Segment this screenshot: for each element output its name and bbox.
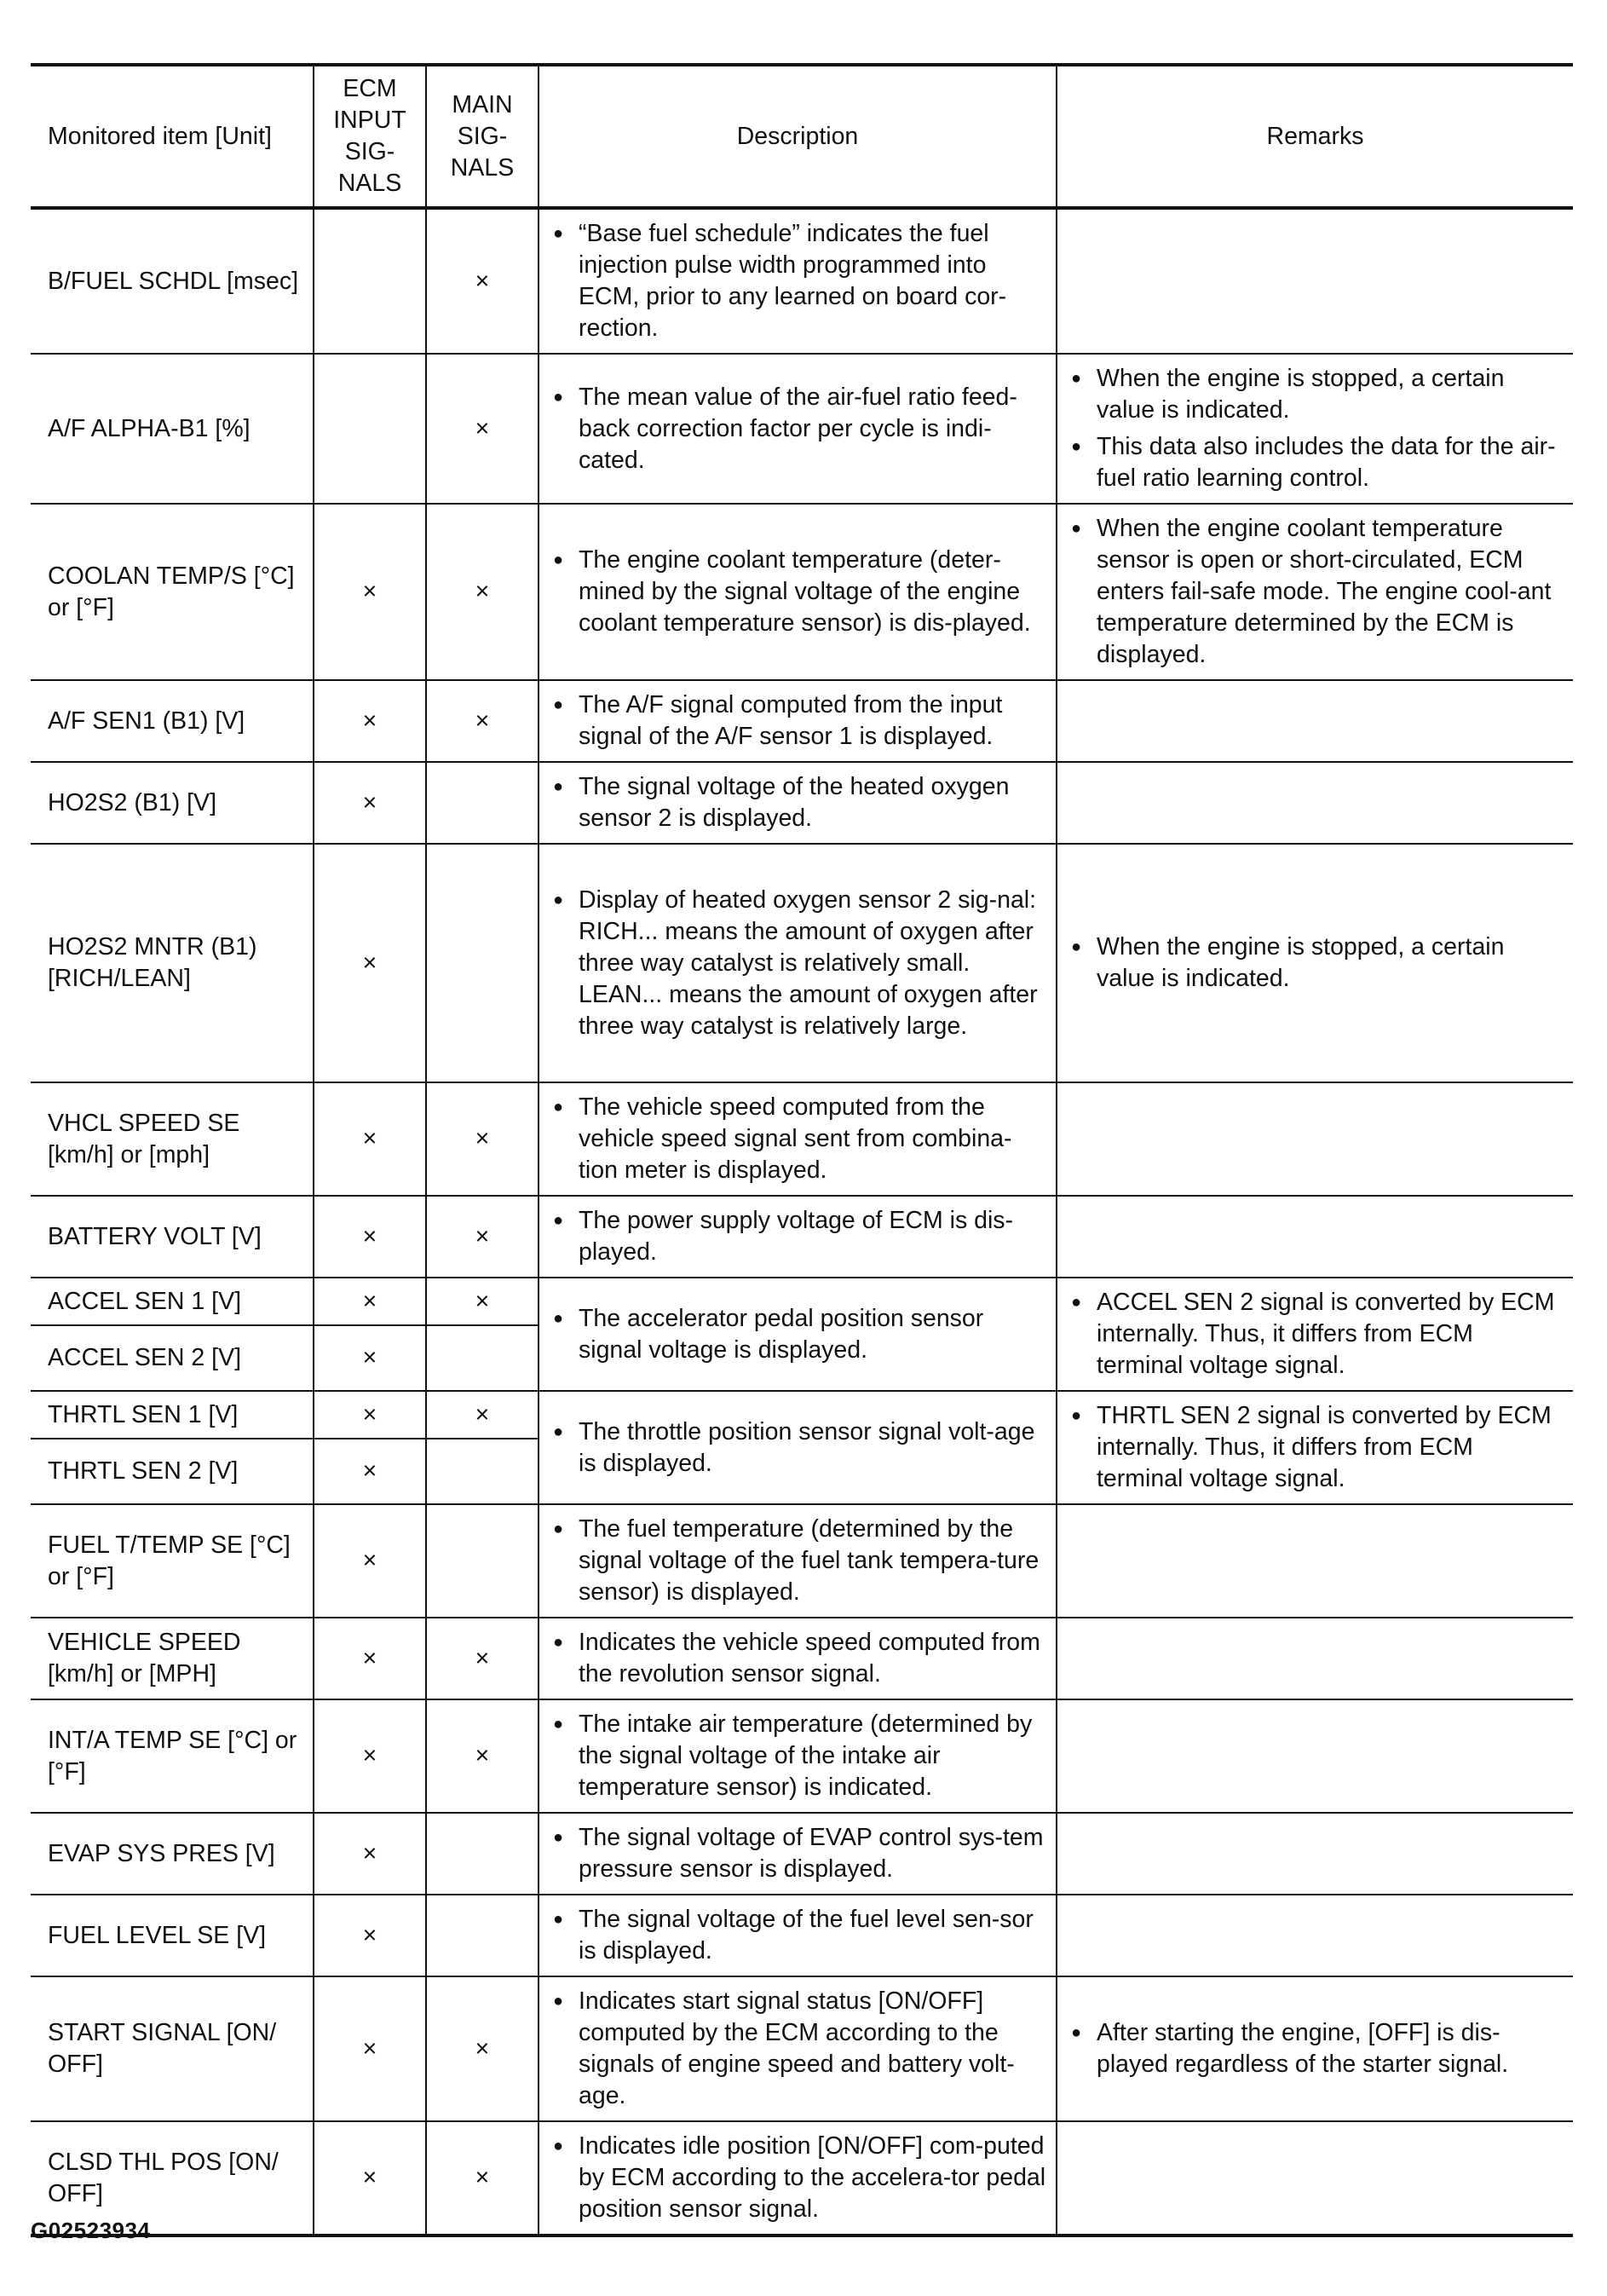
bullet-text: Indicates idle position [ON/OFF] com-puted by ECM according to the accelera-tor pedal position sensor signal. [579, 2132, 1046, 2223]
monitored-item-cell: B/FUEL SCHDL [msec] [31, 208, 314, 354]
remarks-cell [1057, 1813, 1573, 1895]
bullet-icon: ● [553, 1715, 564, 1734]
monitored-item-cell: THRTL SEN 2 [V] [31, 1439, 314, 1504]
description-cell [539, 1699, 1057, 1813]
table-row [31, 1895, 1573, 1976]
bullet-icon: ● [553, 1633, 564, 1652]
bullet-text: “Base fuel schedule” indicates the fuel injection pulse width programmed into ECM, prior to any learned on board cor-rection. [579, 220, 1007, 342]
main-signal-mark: × [426, 1196, 539, 1278]
bullet-item [553, 1822, 1047, 1885]
ecm-input-signal-mark: × [314, 504, 426, 680]
description-cell [539, 1895, 1057, 1976]
main-signal-mark [426, 844, 539, 1082]
bullet-icon: ● [553, 551, 564, 569]
main-signal-mark: × [426, 2121, 539, 2235]
bullet-text: The fuel temperature (determined by the signal voltage of the fuel tank tempera-ture sensor) is displayed. [579, 1515, 1040, 1606]
main-signal-mark: × [426, 1699, 539, 1813]
ecm-input-signal-mark: × [314, 2121, 426, 2235]
remarks-cell [1057, 1976, 1573, 2121]
bullet-item [553, 545, 1047, 639]
bullet-icon: ● [553, 1910, 564, 1929]
ecm-input-signal-mark: × [314, 1391, 426, 1439]
bullet-item [553, 218, 1047, 344]
table-row [31, 1504, 1573, 1618]
description-cell [539, 208, 1057, 354]
remarks-cell [1057, 762, 1573, 844]
main-signal-mark [426, 762, 539, 844]
bullet-item [553, 1514, 1047, 1608]
bullet-text: The signal voltage of the heated oxygen sensor 2 is displayed. [579, 773, 1010, 832]
monitored-item-cell: FUEL LEVEL SE [V] [31, 1895, 314, 1976]
bullet-item [1071, 2017, 1564, 2080]
bullet-text: When the engine coolant temperature sensor is open or short-circulated, ECM enters fail-safe mode. The engine cool-ant temperature determined by the ECM is displayed. [1097, 515, 1552, 668]
main-signal-mark [426, 1504, 539, 1618]
bullet-item [553, 1205, 1047, 1268]
bullet-icon: ● [1071, 369, 1082, 388]
main-signal-mark: × [426, 1391, 539, 1439]
ecm-input-signal-mark: × [314, 1082, 426, 1196]
remarks-cell [1057, 1618, 1573, 1699]
bullet-text: Display of heated oxygen sensor 2 sig-nal: RICH... means the amount of oxygen after three way catalyst is relatively small. LEAN... means the amount of oxygen after three way catalyst is relatively large. [579, 886, 1038, 1040]
ecm-input-signal-mark: × [314, 1976, 426, 2121]
description-cell [539, 1813, 1057, 1895]
description-cell [539, 762, 1057, 844]
bullet-item [1071, 1287, 1564, 1382]
bullet-icon: ● [553, 1098, 564, 1116]
monitored-item-cell: A/F SEN1 (B1) [V] [31, 680, 314, 762]
ecm-input-signal-mark: × [314, 1813, 426, 1895]
monitored-item-cell: FUEL T/TEMP SE [°C] or [°F] [31, 1504, 314, 1618]
ecm-input-signal-mark: × [314, 1699, 426, 1813]
description-cell [539, 1976, 1057, 2121]
description-cell [539, 1504, 1057, 1618]
bullet-item [1071, 363, 1564, 426]
bullet-text: The mean value of the air-fuel ratio feed-back correction factor per cycle is indi-cated. [579, 383, 1017, 474]
bullet-item [553, 1303, 1047, 1366]
bullet-item [553, 1416, 1047, 1480]
bullet-icon: ● [1071, 437, 1082, 456]
main-signal-mark [426, 1439, 539, 1504]
bullet-icon: ● [553, 695, 564, 714]
bullet-item [553, 1904, 1047, 1967]
monitored-item-cell: ACCEL SEN 1 [V] [31, 1278, 314, 1325]
bullet-item [553, 1627, 1047, 1690]
description-cell [539, 1391, 1057, 1504]
ecm-input-signal-mark: × [314, 844, 426, 1082]
table-row [31, 1278, 1573, 1325]
bullet-icon: ● [553, 890, 564, 909]
ecm-input-signal-mark: × [314, 1325, 426, 1391]
bullet-text: After starting the engine, [OFF] is dis-played regardless of the starter signal. [1097, 2019, 1509, 2078]
bullet-text: The intake air temperature (determined by the signal voltage of the intake air temperature sensor) is indicated. [579, 1710, 1033, 1801]
bullet-text: The power supply voltage of ECM is dis-played. [579, 1207, 1014, 1266]
bullet-text: The signal voltage of EVAP control sys-tem pressure sensor is displayed. [579, 1824, 1044, 1883]
bullet-icon: ● [553, 1211, 564, 1230]
remarks-cell [1057, 1082, 1573, 1196]
bullet-item [553, 771, 1047, 834]
main-signal-mark: × [426, 1618, 539, 1699]
bullet-text: The throttle position sensor signal volt-age is displayed. [579, 1417, 1035, 1477]
table-row [31, 1391, 1573, 1439]
table-row [31, 1699, 1573, 1813]
ecm-input-signal-mark: × [314, 762, 426, 844]
bullet-icon: ● [1071, 1293, 1082, 1312]
bullet-text: When the engine is stopped, a certain value is indicated. [1097, 933, 1505, 992]
bullet-item [553, 1986, 1047, 2112]
table-row [31, 1082, 1573, 1196]
description-cell [539, 680, 1057, 762]
bullet-icon: ● [553, 1992, 564, 2010]
remarks-cell [1057, 354, 1573, 504]
figure-code: G02523934 [31, 2218, 151, 2243]
bullet-icon: ● [1071, 1406, 1082, 1425]
main-signal-mark: × [426, 208, 539, 354]
main-signal-mark: × [426, 680, 539, 762]
ecm-input-signal-mark [314, 354, 426, 504]
bullet-icon: ● [553, 387, 564, 407]
bullet-item [553, 1092, 1047, 1186]
bullet-icon: ● [553, 224, 564, 243]
monitored-item-cell: BATTERY VOLT [V] [31, 1196, 314, 1278]
description-cell [539, 1278, 1057, 1391]
header-ecm-input-signals: ECM INPUT SIG-NALS [314, 65, 426, 208]
monitored-item-cell: VHCL SPEED SE [km/h] or [mph] [31, 1082, 314, 1196]
bullet-text: The signal voltage of the fuel level sen-sor is displayed. [579, 1906, 1034, 1964]
description-cell [539, 1196, 1057, 1278]
description-cell [539, 354, 1057, 504]
table-row [31, 2121, 1573, 2235]
ecm-input-signal-mark [314, 208, 426, 354]
table-row [31, 1976, 1573, 2121]
remarks-cell [1057, 1504, 1573, 1618]
ecm-input-signal-mark: × [314, 1504, 426, 1618]
description-cell [539, 1082, 1057, 1196]
bullet-icon: ● [553, 2137, 564, 2155]
bullet-icon: ● [1071, 519, 1082, 538]
main-signal-mark: × [426, 504, 539, 680]
bullet-item [553, 2131, 1047, 2225]
main-signal-mark: × [426, 1082, 539, 1196]
header-remarks: Remarks [1057, 65, 1573, 208]
table-header-row [31, 65, 1573, 208]
bullet-text: THRTL SEN 2 signal is converted by ECM internally. Thus, it differs from ECM terminal voltage signal. [1097, 1402, 1552, 1492]
table-row [31, 1813, 1573, 1895]
table-body [31, 208, 1573, 2235]
remarks-cell [1057, 2121, 1573, 2235]
bullet-text: This data also includes the data for the air-fuel ratio learning control. [1097, 433, 1556, 492]
bullet-text: The accelerator pedal position sensor signal voltage is displayed. [579, 1304, 984, 1364]
table-row [31, 1618, 1573, 1699]
bullet-icon: ● [553, 777, 564, 796]
remarks-cell [1057, 680, 1573, 762]
header-main-signals: MAIN SIG-NALS [426, 65, 539, 208]
header-description: Description [539, 65, 1057, 208]
bullet-item [553, 382, 1047, 476]
remarks-cell [1057, 1196, 1573, 1278]
remarks-cell [1057, 1278, 1573, 1391]
remarks-cell [1057, 504, 1573, 680]
monitored-item-cell: HO2S2 MNTR (B1) [RICH/LEAN] [31, 844, 314, 1082]
main-signal-mark: × [426, 1278, 539, 1325]
bullet-icon: ● [553, 1828, 564, 1847]
monitored-items-table [31, 63, 1573, 2237]
ecm-input-signal-mark: × [314, 1278, 426, 1325]
bullet-text: When the engine is stopped, a certain value is indicated. [1097, 365, 1505, 424]
bullet-text: The vehicle speed computed from the vehicle speed signal sent from combina-tion meter is displayed. [579, 1093, 1012, 1184]
monitored-item-cell: EVAP SYS PRES [V] [31, 1813, 314, 1895]
bullet-icon: ● [1071, 2023, 1082, 2042]
bullet-item [553, 1709, 1047, 1803]
bullet-text: Indicates the vehicle speed computed from the revolution sensor signal. [579, 1629, 1040, 1687]
remarks-cell [1057, 844, 1573, 1082]
bullet-icon: ● [553, 1422, 564, 1441]
monitored-item-cell: CLSD THL POS [ON/ OFF] [31, 2121, 314, 2235]
monitored-item-cell: A/F ALPHA-B1 [%] [31, 354, 314, 504]
main-signal-mark [426, 1813, 539, 1895]
table-row [31, 504, 1573, 680]
table-row [31, 680, 1573, 762]
ecm-input-signal-mark: × [314, 680, 426, 762]
description-cell [539, 1618, 1057, 1699]
monitored-item-cell: HO2S2 (B1) [V] [31, 762, 314, 844]
main-signal-mark: × [426, 354, 539, 504]
monitored-item-cell: VEHICLE SPEED [km/h] or [MPH] [31, 1618, 314, 1699]
ecm-input-signal-mark: × [314, 1895, 426, 1976]
bullet-item [1071, 1400, 1564, 1495]
bullet-text: The engine coolant temperature (deter-mined by the signal voltage of the engine coolant temperature sensor) is dis-played. [579, 546, 1031, 637]
main-signal-mark [426, 1895, 539, 1976]
bullet-icon: ● [1071, 937, 1082, 956]
remarks-cell [1057, 1391, 1573, 1504]
ecm-input-signal-mark: × [314, 1618, 426, 1699]
table-row [31, 844, 1573, 1082]
bullet-item [1071, 932, 1564, 995]
description-cell [539, 504, 1057, 680]
bullet-text: Indicates start signal status [ON/OFF] computed by the ECM according to the signals of engine speed and battery volt-age. [579, 1987, 1015, 2109]
bullet-text: The A/F signal computed from the input signal of the A/F sensor 1 is displayed. [579, 691, 1003, 750]
bullet-item [553, 885, 1047, 1042]
remarks-cell [1057, 1895, 1573, 1976]
bullet-text: ACCEL SEN 2 signal is converted by ECM internally. Thus, it differs from ECM terminal voltage signal. [1097, 1289, 1555, 1379]
monitored-item-cell: INT/A TEMP SE [°C] or [°F] [31, 1699, 314, 1813]
remarks-cell [1057, 208, 1573, 354]
bullet-icon: ● [553, 1520, 564, 1538]
table-row [31, 1196, 1573, 1278]
monitored-item-cell: THRTL SEN 1 [V] [31, 1391, 314, 1439]
bullet-item [1071, 513, 1564, 671]
description-cell [539, 844, 1057, 1082]
remarks-cell [1057, 1699, 1573, 1813]
ecm-input-signal-mark: × [314, 1196, 426, 1278]
table-row [31, 354, 1573, 504]
bullet-item [553, 689, 1047, 753]
description-cell [539, 2121, 1057, 2235]
main-signal-mark: × [426, 1976, 539, 2121]
table-row [31, 208, 1573, 354]
ecm-input-signal-mark: × [314, 1439, 426, 1504]
monitored-item-cell: COOLAN TEMP/S [°C] or [°F] [31, 504, 314, 680]
bullet-icon: ● [553, 1308, 564, 1328]
table-row [31, 762, 1573, 844]
bullet-item [1071, 431, 1564, 494]
monitored-item-cell: ACCEL SEN 2 [V] [31, 1325, 314, 1391]
header-monitored-item: Monitored item [Unit] [31, 65, 314, 208]
monitored-item-cell: START SIGNAL [ON/ OFF] [31, 1976, 314, 2121]
main-signal-mark [426, 1325, 539, 1391]
